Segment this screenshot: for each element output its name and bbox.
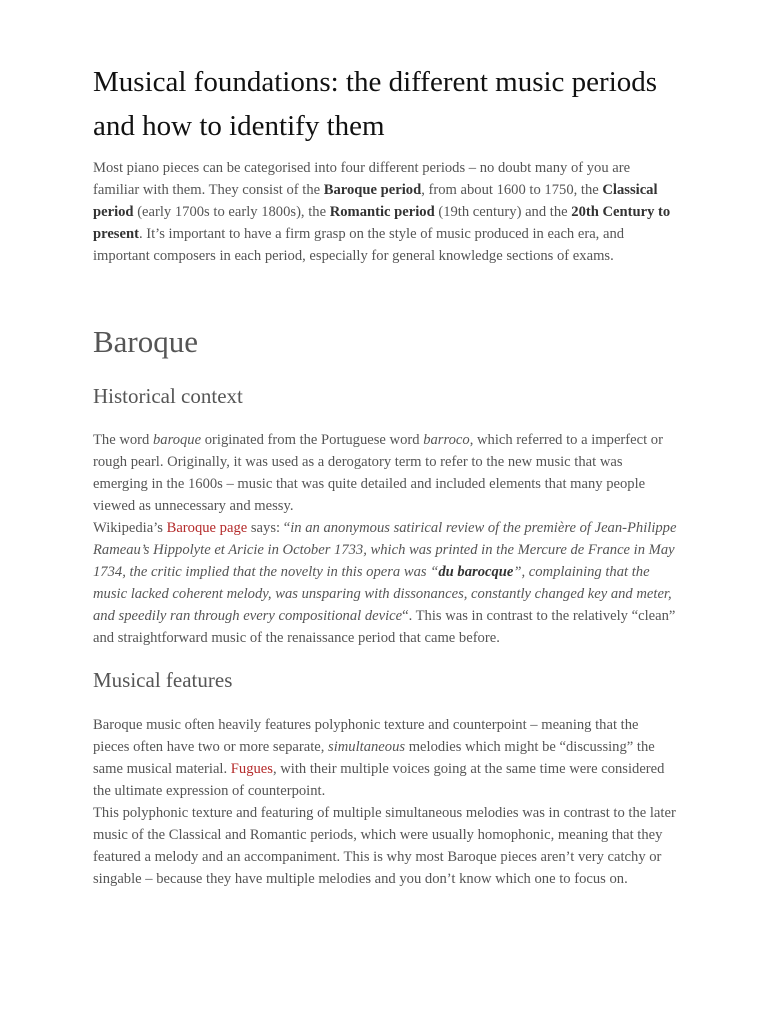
article bbox=[93, 60, 678, 890]
intro-text-1: Most piano pieces can be categorised into four different periods – no doubt many of you are familiar with them. They consist of the bbox=[93, 160, 631, 198]
features-text-3: , with their multiple voices going at the same time were considered the ultimate expression of counterpoint. bbox=[93, 761, 665, 799]
twentieth-century-term: 20th Century to present bbox=[93, 204, 671, 242]
quote-text-2: ”, complaining that the music lacked coherent melody, was unsparing with dissonances, constantly changed key and meter, and speedily ran through every compositional device bbox=[93, 564, 672, 624]
context-text-2: originated from the Portuguese word bbox=[201, 432, 424, 448]
context-paragraph-2 bbox=[93, 517, 678, 649]
intro-paragraph bbox=[93, 157, 678, 267]
baroque-heading: Baroque bbox=[93, 324, 199, 359]
features-text-1: Baroque music often heavily features polyphonic texture and counterpoint – meaning that the pieces often have two or more separate, bbox=[93, 717, 639, 755]
intro-text-3: (early 1700s to early 1800s), the bbox=[133, 204, 330, 220]
simultaneous-word: simultaneous bbox=[328, 739, 406, 755]
article-title: Musical foundations: the different music periods and how to identify them bbox=[93, 66, 658, 142]
barroco-word: barroco bbox=[423, 432, 470, 448]
features-paragraph-2: This polyphonic texture and featuring of multiple simultaneous melodies was in contrast to the later music of the Classical and Romantic periods, which were usually homophonic, meaning that they featured a melody and an accompaniment. This is why most Baroque pieces aren’t very catchy or singable – because they have multiple melodies and you don’t know which one to focus on. bbox=[93, 805, 676, 887]
intro-text-2: , from about 1600 to 1750, the bbox=[421, 182, 603, 198]
context-text-4: Wikipedia’s bbox=[93, 520, 167, 536]
intro-text-4: (19th century) and the bbox=[434, 204, 572, 220]
romantic-period-term: Romantic period bbox=[329, 204, 435, 220]
intro-text-5: . It’s important to have a firm grasp on the style of music produced in each era, and important composers in each period, especially for general knowledge sections of exams. bbox=[93, 226, 625, 264]
features-text-2: melodies which might be “discussing” the same musical material. bbox=[93, 739, 655, 777]
context-text-1: The word bbox=[93, 432, 153, 448]
musical-features-heading: Musical features bbox=[93, 668, 233, 692]
fugues-link[interactable]: Fugues bbox=[230, 761, 273, 777]
baroque-word: baroque bbox=[152, 432, 202, 448]
context-text-6: “. This was in contrast to the relatively “clean” and straightforward music of the renaissance period that came before. bbox=[93, 608, 676, 646]
historical-context-heading: Historical context bbox=[93, 384, 243, 408]
baroque-period-term: Baroque period bbox=[323, 182, 422, 198]
context-text-3: , which referred to a imperfect or rough pearl. Originally, it was used as a derogatory term to refer to the new music that was emerging in the 1600s – music that was quite detailed and included elements that many people viewed as unnecessary and messy. bbox=[93, 432, 663, 514]
baroque-page-link[interactable]: Baroque page bbox=[166, 520, 248, 536]
quote-text-1: in an anonymous satirical review of the première of Jean-Philippe Rameau’s Hippolyte et Aricie in October 1733, which was printed in the Mercure de France in May 1734, the critic implied that the novelty in this opera was “ bbox=[93, 520, 677, 580]
context-paragraph-1 bbox=[93, 429, 678, 517]
du-barocque-term: du barocque bbox=[438, 564, 514, 580]
features-paragraph-1 bbox=[93, 714, 678, 802]
context-text-5: says: “ bbox=[247, 520, 291, 536]
classical-period-term: Classical period bbox=[93, 182, 658, 220]
